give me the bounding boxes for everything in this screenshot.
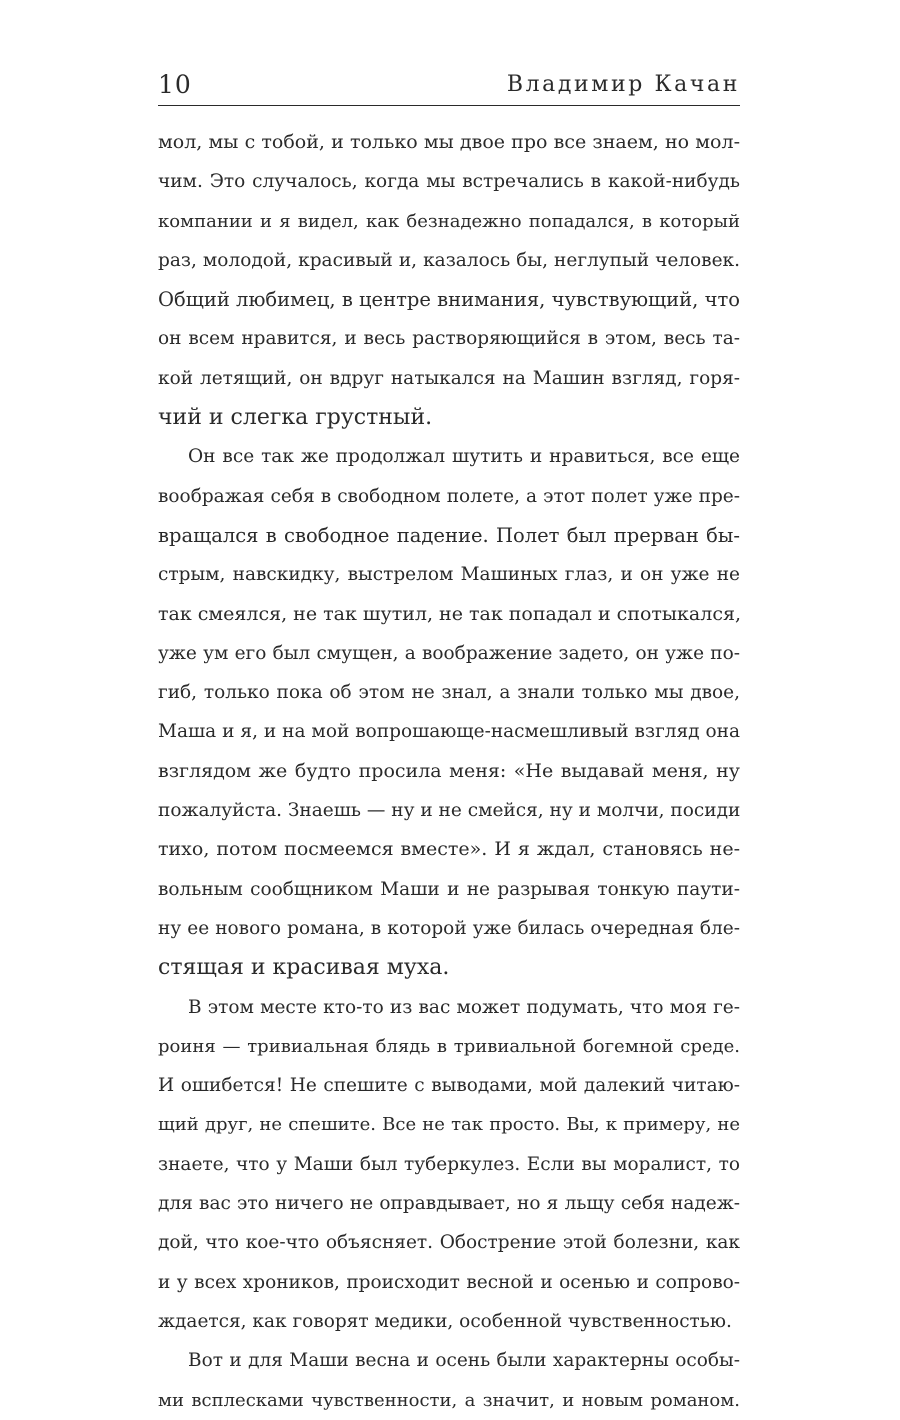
text-line: дой, что кое-что объясняет. Обострение этой болезни, как (158, 1232, 740, 1254)
text-line: Маша и я, и на мой вопрошающе-насмешливый взгляд она (158, 721, 740, 743)
text-line: гиб, только пока об этом не знал, а знали только мы двое, (158, 682, 740, 704)
text-line: тихо, потом посмеемся вместе». И я ждал, становясь не- (158, 838, 740, 861)
text-line: Вот и для Маши весна и осень были характерны особы- (188, 1350, 740, 1372)
text-line: Он все так же продолжал шутить и нравиться, все еще (188, 446, 740, 468)
text-line: чим. Это случалось, когда мы встречались в какой-нибудь (158, 171, 740, 193)
text-line: стящая и красивая муха. (158, 955, 450, 981)
text-line: компании и я видел, как безнадежно попадался, в который (158, 210, 740, 232)
text-line: вольным сообщником Маши и не разрывая тонкую паути- (158, 878, 740, 900)
body-text (158, 123, 740, 1420)
text-line: роиня — тривиальная блядь в тривиальной богемной среде. (158, 1035, 740, 1057)
page-number: 10 (158, 70, 192, 99)
text-line: так смеялся, не так шутил, не так попадал и спотыкался, (158, 602, 741, 625)
text-line: раз, молодой, красивый и, казалось бы, неглупый человек. (158, 249, 740, 271)
text-line: Общий любимец, в центре внимания, чувствующий, что (158, 288, 740, 312)
text-line: кой летящий, он вдруг натыкался на Машин взгляд, горя- (158, 367, 740, 389)
text-line: мол, мы с тобой, и только мы двое про все знаем, но мол- (158, 131, 740, 153)
page-header (158, 64, 740, 104)
text-line: взглядом же будто просила меня: «Не выдавай меня, ну (158, 759, 740, 782)
text-line: щий друг, не спешите. Все не так просто. Вы, к примеру, не (158, 1114, 740, 1136)
text-line: уже ум его был смущен, а воображение задето, он уже по- (158, 642, 740, 664)
header-rule (158, 105, 740, 106)
text-line: и у всех хроников, происходит весной и осенью и сопрово- (158, 1271, 740, 1293)
running-title: Владимир Качан (506, 72, 740, 97)
text-line: чий и слегка грустный. (158, 405, 433, 431)
text-line: ми всплесками чувственности, а значит, и новым романом. (158, 1389, 740, 1411)
text-line: пожалуйста. Знаешь — ну и не смейся, ну и молчи, посиди (158, 800, 741, 822)
text-line: он всем нравится, и весь растворяющийся в этом, весь та- (158, 328, 740, 350)
text-line: В этом месте кто-то из вас может подумать, что моя ге- (188, 996, 740, 1018)
text-line: И ошибется! Не спешите с выводами, мой далекий читаю- (158, 1075, 740, 1097)
text-line: для вас это ничего не оправдывает, но я льщу себя надеж- (158, 1193, 740, 1215)
text-line: вращался в свободное падение. Полет был прерван бы- (158, 523, 740, 547)
text-line: стрым, навскидку, выстрелом Машиных глаз, и он уже не (158, 564, 740, 586)
text-line: воображая себя в свободном полете, а этот полет уже пре- (158, 485, 740, 507)
text-line: ну ее нового романа, в которой уже билась очередная бле- (158, 917, 740, 939)
text-line: знаете, что у Маши был туберкулез. Если вы моралист, то (158, 1153, 740, 1175)
text-line: ждается, как говорят медики, особенной чувственностью. (158, 1310, 732, 1332)
